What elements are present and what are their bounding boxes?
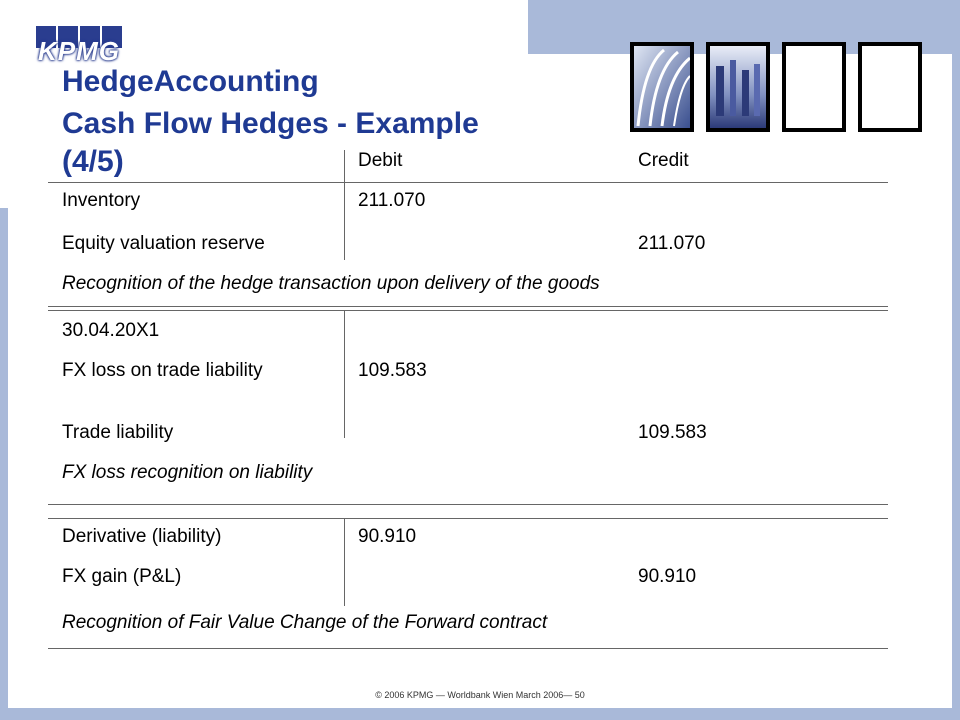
header-image-1	[630, 42, 694, 132]
section2-divider-a	[48, 504, 888, 505]
s3-note: Recognition of Fair Value Change of the Forward contract	[62, 612, 548, 633]
section1-divider-a	[48, 306, 888, 307]
slide-title-line-1: HedgeAccounting	[62, 65, 319, 98]
header-image-3	[782, 42, 846, 132]
s1-row2-account: Equity valuation reserve	[62, 233, 265, 254]
debit-header: Debit	[358, 150, 403, 171]
header-image-2	[706, 42, 770, 132]
s2-row2-account: Trade liability	[62, 422, 174, 443]
slide-title-line-3: (4/5)	[62, 145, 124, 178]
s2-row2-credit: 109.583	[638, 422, 707, 443]
s2-date: 30.04.20X1	[62, 320, 160, 341]
section1-divider-b	[48, 310, 888, 311]
header-divider	[48, 182, 888, 183]
s2-note: FX loss recognition on liability	[62, 462, 313, 483]
frame-right-bar	[952, 0, 960, 720]
column-divider-2	[344, 310, 345, 438]
s1-note: Recognition of the hedge transaction upon delivery of the goods	[62, 273, 600, 294]
s1-row1-account: Inventory	[62, 190, 141, 211]
s1-row1-debit: 211.070	[358, 190, 426, 211]
logo-text: KPMG	[38, 36, 120, 66]
section2-divider-b	[48, 518, 888, 519]
header-image-4	[858, 42, 922, 132]
s3-row2-account: FX gain (P&L)	[62, 566, 182, 587]
s3-row1-account: Derivative (liability)	[62, 526, 222, 547]
s2-row1-account: FX loss on trade liability	[62, 360, 263, 381]
s1-row2-credit: 211.070	[638, 233, 706, 254]
kpmg-logo	[36, 4, 132, 68]
slide-title-line-2: Cash Flow Hedges - Example	[62, 107, 479, 140]
table-bottom-border	[48, 648, 888, 649]
column-divider-1	[344, 150, 345, 260]
slide-footer: © 2006 KPMG — Worldbank Wien March 2006— 50	[375, 690, 585, 700]
credit-header: Credit	[638, 150, 689, 171]
s3-row2-credit: 90.910	[638, 566, 697, 587]
s3-row1-debit: 90.910	[358, 526, 417, 547]
s2-row1-debit: 109.583	[358, 360, 427, 381]
frame-bottom-bar	[0, 708, 960, 720]
frame-left-bar	[0, 208, 8, 720]
column-divider-3	[344, 518, 345, 606]
